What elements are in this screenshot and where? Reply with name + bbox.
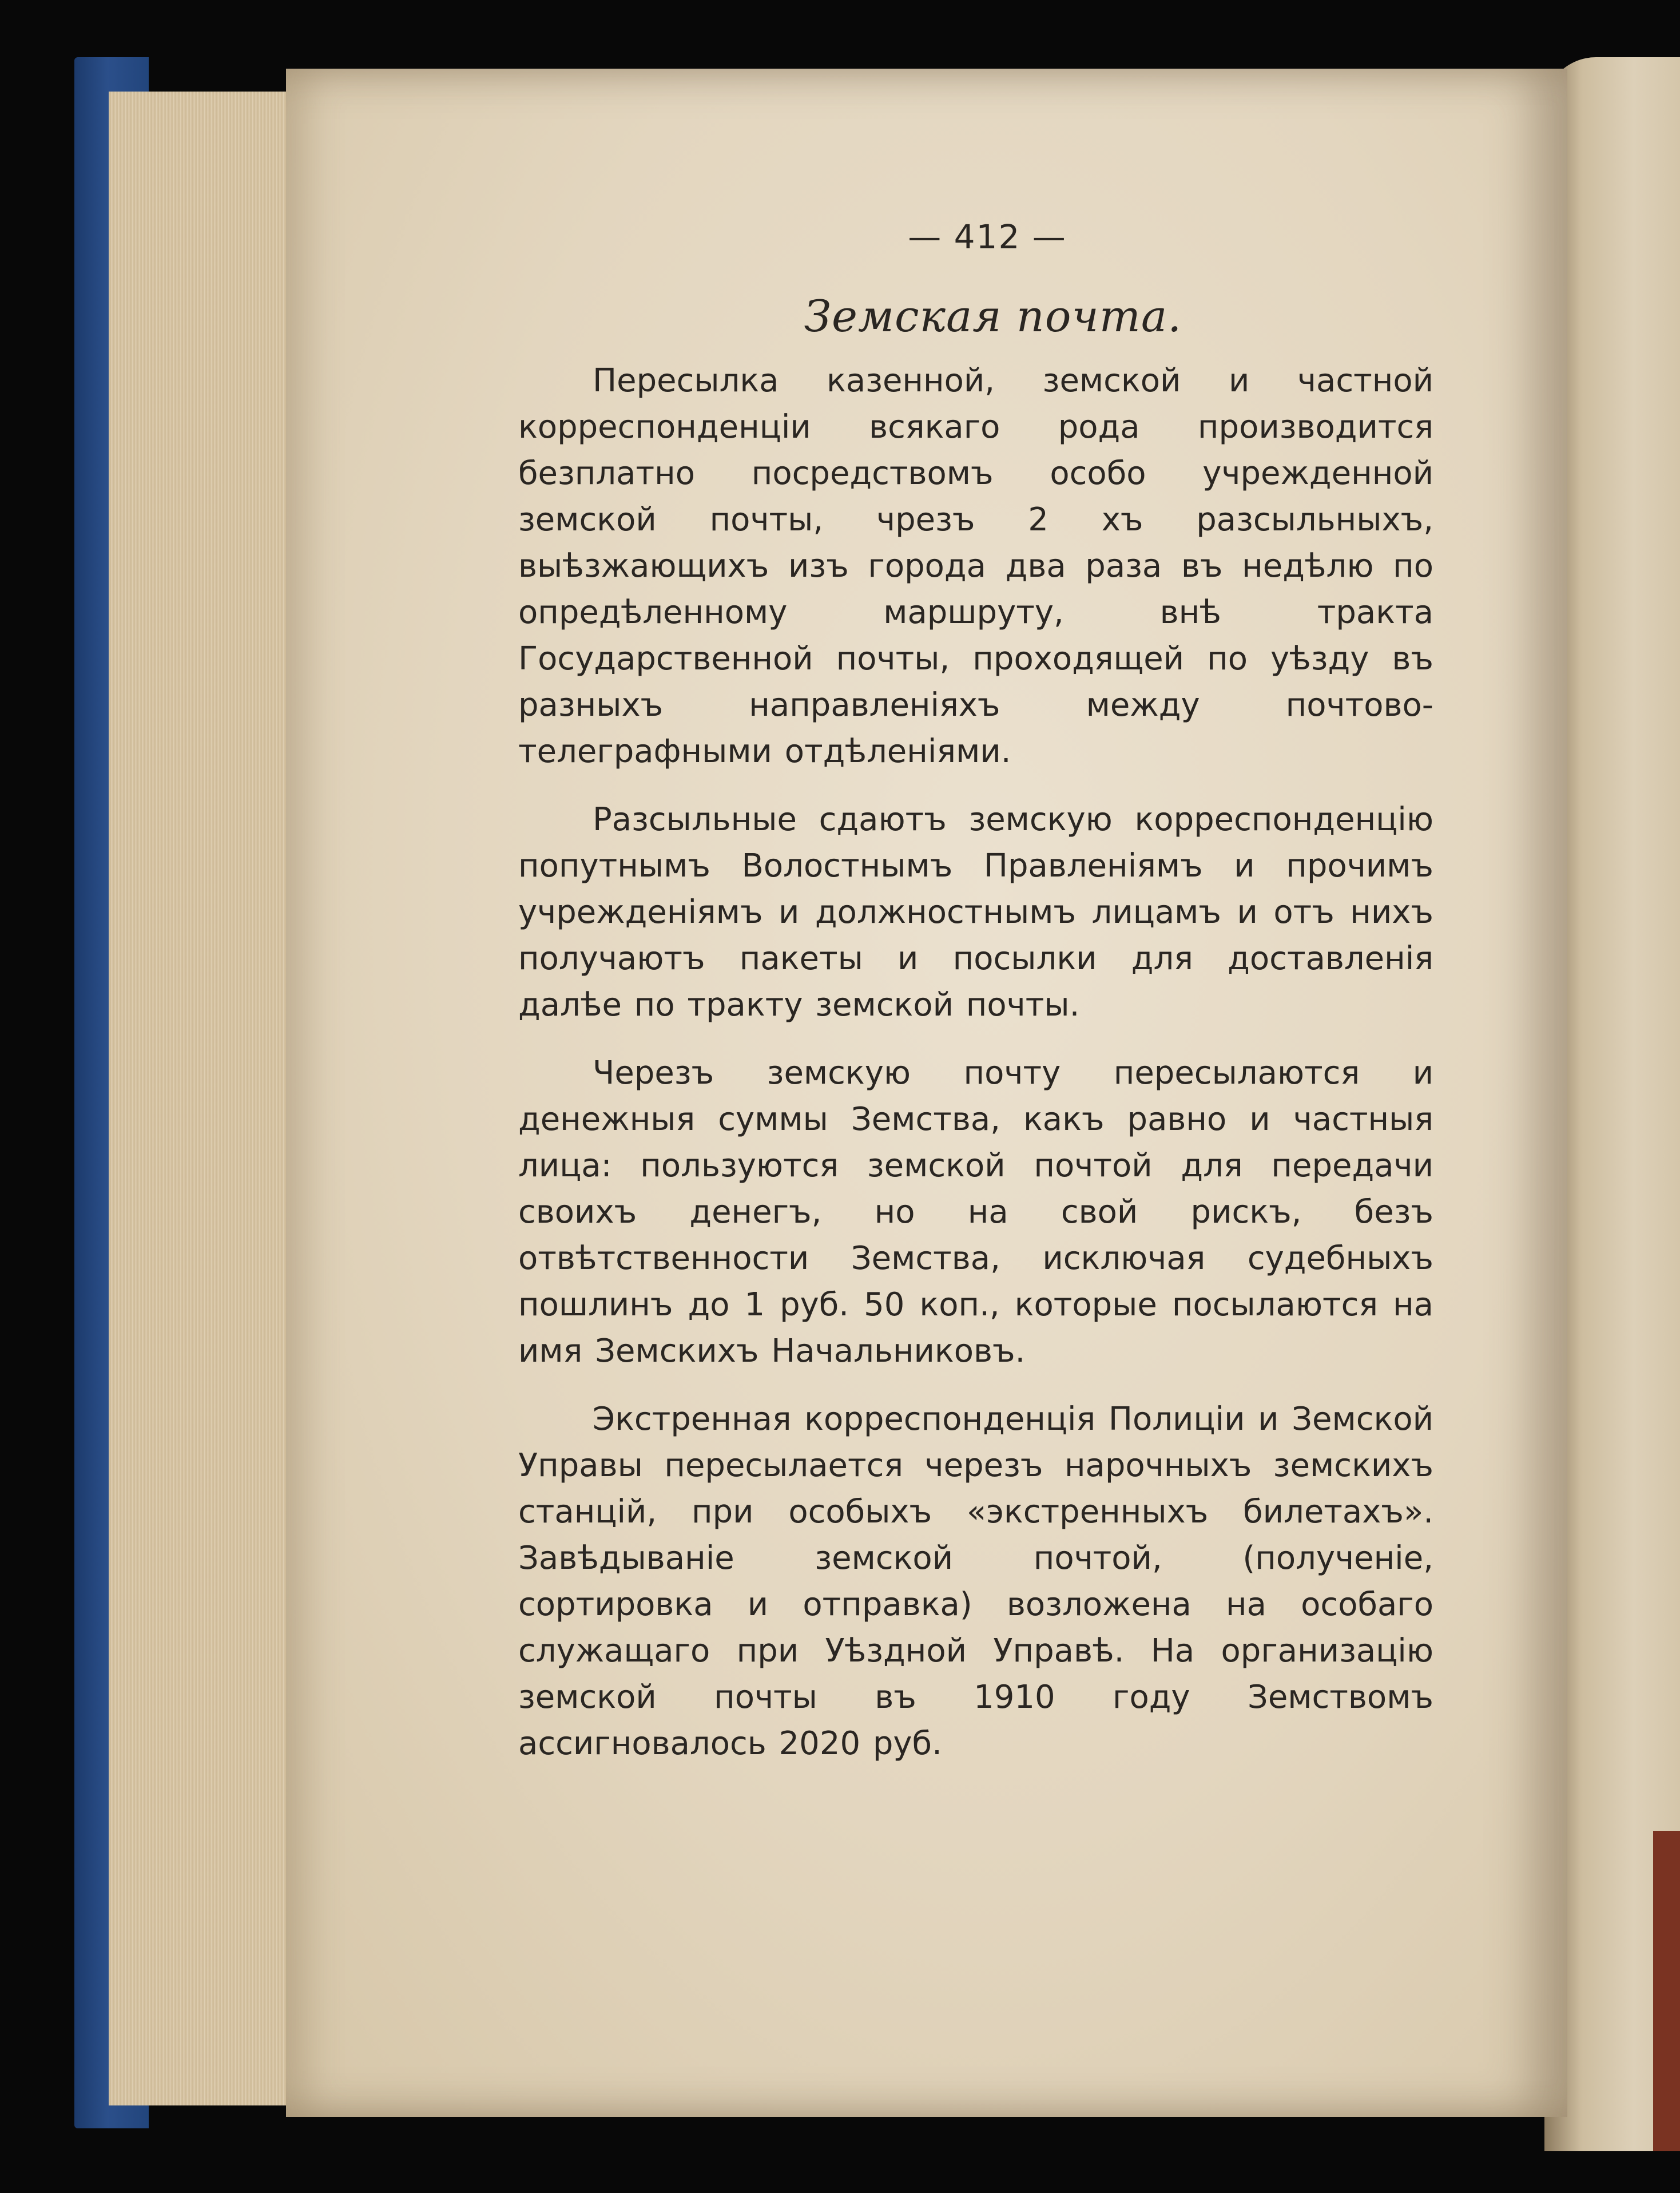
- paragraph-2: Разсыльные сдаютъ земскую корреспонденцію попутнымъ Волостнымъ Правленіямъ и прочимъ учрежденіямъ и должностнымъ лицамъ и отъ нихъ получаютъ пакеты и посылки для доставленія далѣе по тракту земской почты.: [518, 801, 1433, 1024]
- page-text: [518, 217, 1433, 1788]
- paragraph-1: Пересылка казенной, земской и частной корреспонденціи всякаго рода производится безплатно посредствомъ особо учрежденной земской почты, чрезъ 2 хъ разсыльныхъ, выѣзжающихъ изъ города два раза въ недѣлю по опредѣленному маршруту, внѣ тракта Государственной почты, проходящей по уѣзду въ разныхъ направленіяхъ между почтово-телеграфными отдѣленіями.: [518, 362, 1433, 770]
- adjacent-page-edge: [1653, 1831, 1680, 2151]
- page-edges: [109, 92, 297, 2105]
- page-number: — 412 —: [908, 217, 1067, 256]
- page-title: Земская почта.: [804, 291, 1182, 342]
- paragraph-4: Экстренная корреспонденція Полиціи и Земской Управы пересылается черезъ нарочныхъ земскихъ станцій, при особыхъ «экстренныхъ билетахъ». Завѣдываніе земской почтой, (полученіе, сортировка и отправка) возложена на особаго служащаго при Уѣздной Управѣ. На организацію земской почты въ 1910 году Земствомъ ассигновалось 2020 руб.: [518, 1401, 1433, 1762]
- paragraph-3: Черезъ земскую почту пересылаются и денежныя суммы Земства, какъ равно и частныя лица: пользуются земской почтой для передачи своихъ денегъ, но на свой рискъ, безъ отвѣтственности Земства, исключая судебныхъ пошлинъ до 1 руб. 50 коп., которые посылаются на имя Земскихъ Начальниковъ.: [518, 1054, 1433, 1370]
